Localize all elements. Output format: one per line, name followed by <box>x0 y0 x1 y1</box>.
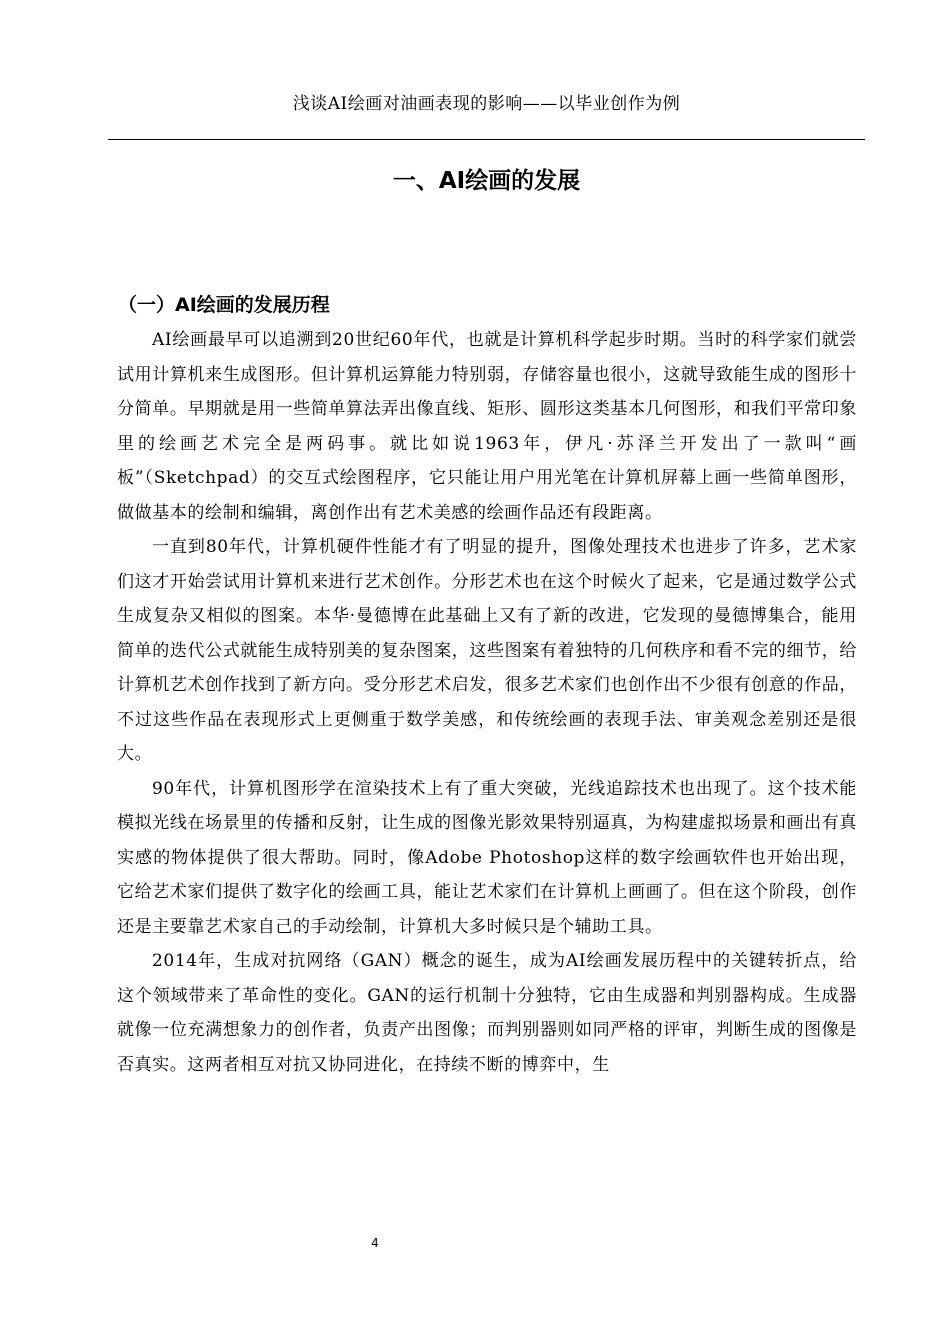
paragraph-3: 90年代，计算机图形学在渲染技术上有了重大突破，光线追踪技术也出现了。这个技术能模拟光线在场景里的传播和反射，让生成的图像光影效果特别逼真，为构建虚拟场景和画出有真实感的物体提供了很大帮助。同时，像Adobe Photoshop这样的数字绘画软件也开始出现，它给艺术家们提供了数字化的绘画工具，能让艺术家们在计算机上画画了。但在这个阶段，创作还是主要靠艺术家自己的手动绘制，计算机大多时候只是个辅助工具。 <box>117 778 857 937</box>
header-divider <box>108 139 865 140</box>
page-number: 4 <box>371 1236 379 1250</box>
section-title: （一）AI绘画的发展历程 <box>118 293 330 316</box>
running-header: 浅谈AI绘画对油画表现的影响——以毕业创作为例 <box>292 94 681 114</box>
paragraph-4: 2014年，生成对抗网络（GAN）概念的诞生，成为AI绘画发展历程中的关键转折点，给这个领域带来了革命性的变化。GAN的运行机制十分独特，它由生成器和判别器构成。生成器就像一位充满想象力的创作者，负责产出图像；而判别器则如同严格的评审，判断生成的图像是否真实。这两者相互对抗又协同进化，在持续不断的博弈中，生 <box>117 951 857 1075</box>
paragraph-1: AI绘画最早可以追溯到20世纪60年代，也就是计算机科学起步时期。当时的科学家们就尝试用计算机来生成图形。但计算机运算能力特别弱，存储容量也很小，这就导致能生成的图形十分简单。早期就是用一些简单算法弄出像直线、矩形、圆形这类基本几何图形，和我们平常印象里的绘画艺术完全是两码事。就比如说1963年，伊凡·苏泽兰开发出了一款叫“画板”（Sketchpad）的交互式绘图程序，它只能让用户用光笔在计算机屏幕上画一些简单图形，做做基本的绘制和编辑，离创作出有艺术美感的绘画作品还有段距离。 <box>117 330 857 523</box>
chapter-title: 一、AI绘画的发展 <box>392 168 581 195</box>
paragraph-2: 一直到80年代，计算机硬件性能才有了明显的提升，图像处理技术也进步了许多，艺术家们这才开始尝试用计算机来进行艺术创作。分形艺术也在这个时候火了起来，它是通过数学公式生成复杂又相似的图案。本华·曼德博在此基础上又有了新的改进，它发现的曼德博集合，能用简单的迭代公式就能生成特别美的复杂图案，这些图案有着独特的几何秩序和看不完的细节，给计算机艺术创作找到了新方向。受分形艺术启发，很多艺术家们也创作出不少很有创意的作品，不过这些作品在表现形式上更侧重于数学美感，和传统绘画的表现手法、审美观念差别还是很大。 <box>117 537 857 764</box>
body-text <box>117 323 857 1082</box>
